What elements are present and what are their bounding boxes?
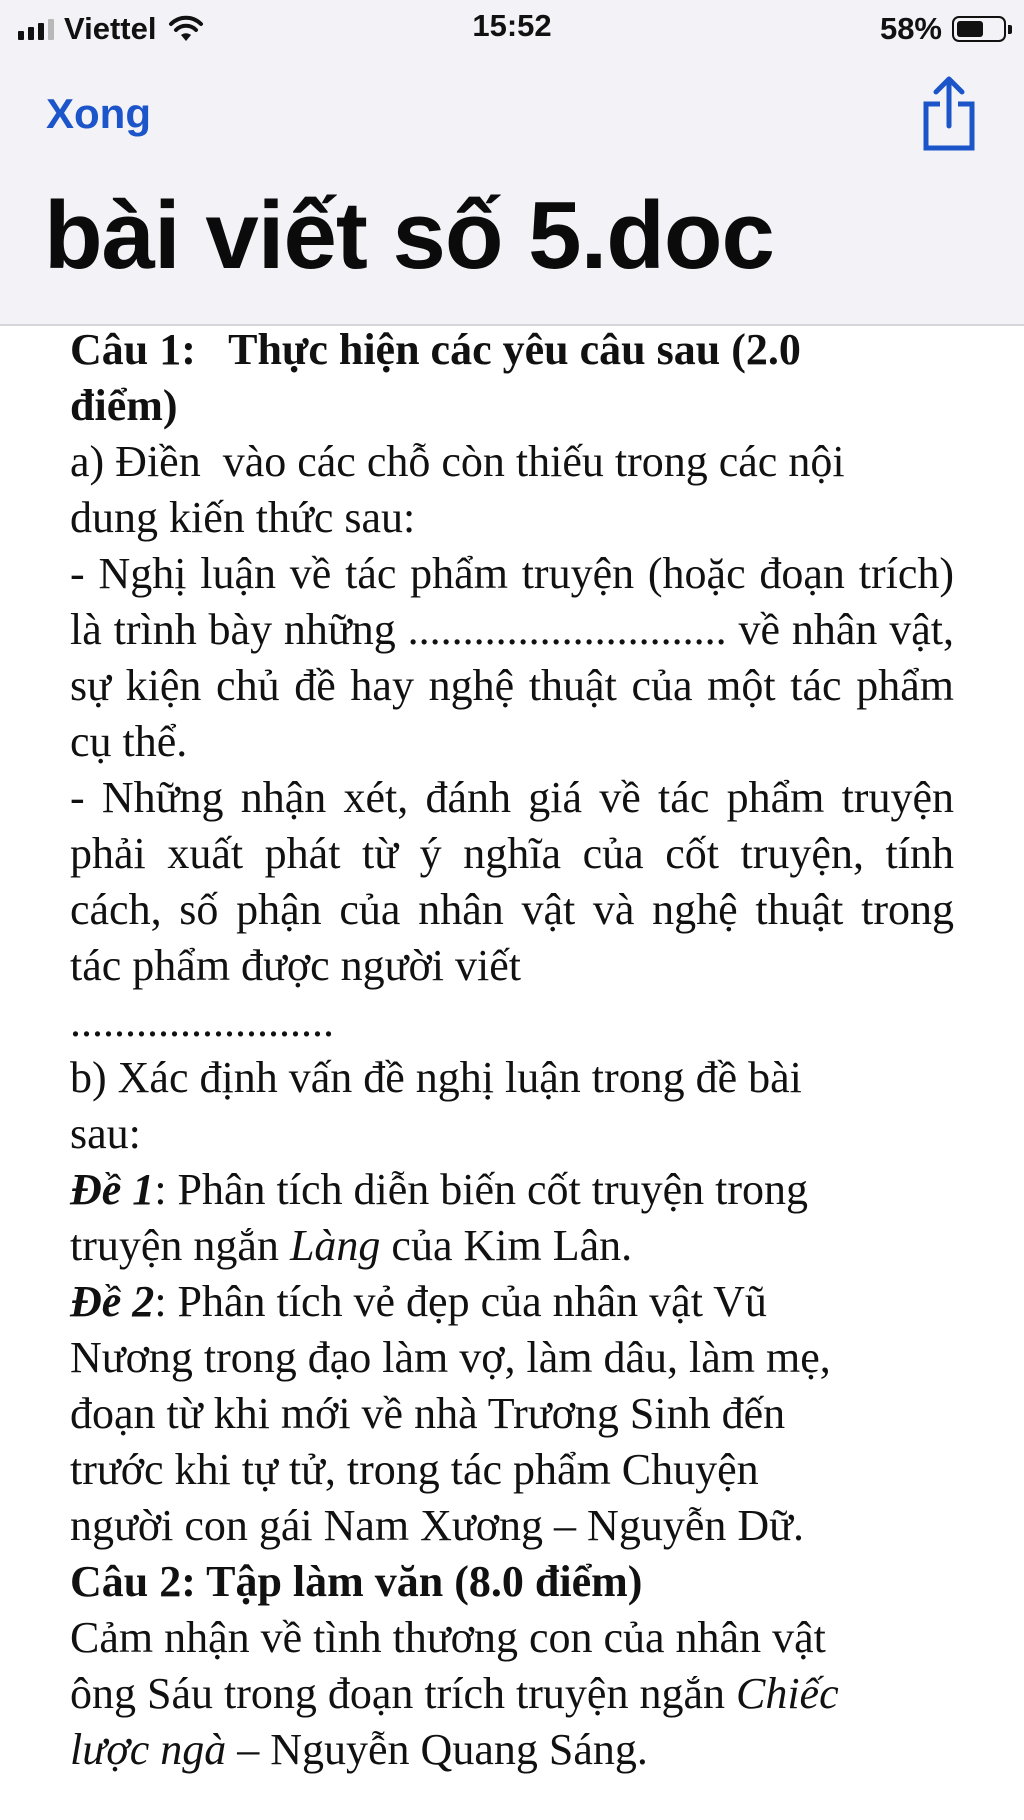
- topic-2-label: Đề 2: [70, 1277, 155, 1326]
- nav-header: [0, 58, 1024, 326]
- topic-1-text: : Phân tích diễn biến cốt truyện trong: [154, 1165, 809, 1214]
- q2-work-part2: lược ngà: [70, 1725, 227, 1774]
- battery-fill: [957, 21, 983, 37]
- status-right: [880, 10, 1006, 48]
- part-b-line1: b) Xác định vấn đề nghị luận trong đề bài: [70, 1053, 802, 1102]
- topic-1-line2: [70, 1218, 954, 1274]
- wifi-icon: [168, 15, 204, 43]
- topic-2-line4: trước khi tự tử, trong tác phẩm Chuyện: [70, 1445, 759, 1494]
- q2-work-part1: Chiếc: [735, 1669, 839, 1718]
- carrier-name: Viettel: [64, 11, 157, 46]
- topic-2-line3: đoạn từ khi mới về nhà Trương Sinh đến: [70, 1389, 786, 1438]
- q2-heading: Câu 2: Tập làm văn (8.0 điểm): [70, 1557, 643, 1606]
- topic-1: [70, 1162, 954, 1218]
- topic-2-line2: Nương trong đạo làm vợ, làm dâu, làm mẹ,: [70, 1333, 831, 1382]
- paragraph-1-end: về nhân vật, sự kiện chủ đề hay nghệ thuật của một tác phẩm cụ thể.: [70, 605, 955, 766]
- part-a-line1: a) Điền vào các chỗ còn thiếu trong các nội: [70, 437, 845, 486]
- q2-line2: [70, 1666, 954, 1722]
- topic-2: [70, 1274, 954, 1330]
- blank-dots-2: ........................: [70, 997, 334, 1046]
- topic-1-text-2: truyện ngắn: [70, 1221, 290, 1270]
- status-time: 15:52: [472, 8, 552, 43]
- paragraph-2-text: - Những nhận xét, đánh giá về tác phẩm truyện phải xuất phát từ ý nghĩa của cốt truyện, tính cách, số phận của nhân vật và nghệ thuật trong tác phẩm được người viết: [70, 773, 954, 990]
- topic-2-line5: người con gái Nam Xương – Nguyễn Dữ.: [70, 1501, 804, 1550]
- done-button[interactable]: Xong: [46, 90, 151, 137]
- q1-heading-line1: Câu 1: Thực hiện các yêu câu sau (2.0: [70, 325, 801, 374]
- battery-icon: [952, 16, 1006, 42]
- status-bar: [0, 0, 1024, 58]
- part-a-line2: dung kiến thức sau:: [70, 493, 416, 542]
- topic-1-label: Đề 1: [70, 1165, 155, 1214]
- blank-dots-1: .............................: [407, 605, 727, 654]
- topic-2-text: : Phân tích vẻ đẹp của nhân vật Vũ: [154, 1277, 767, 1326]
- q2-line1: Cảm nhận về tình thương con của nhân vật: [70, 1613, 826, 1662]
- signal-icon: [18, 18, 54, 40]
- paragraph-2: [70, 770, 954, 994]
- battery-percent: 58%: [879, 11, 942, 46]
- part-b-line2: sau:: [70, 1109, 141, 1158]
- q2-line3: [70, 1722, 954, 1778]
- topic-1-text-3: của Kim Lân.: [380, 1221, 633, 1270]
- paragraph-1: [70, 546, 954, 770]
- q2-line2-text: ông Sáu trong đoạn trích truyện ngắn: [70, 1669, 736, 1718]
- document-body[interactable]: [70, 322, 954, 1778]
- q2-line3-text: – Nguyễn Quang Sáng.: [226, 1725, 648, 1774]
- document-title: bài viết số 5.doc: [44, 182, 774, 289]
- q1-heading-line2: điểm): [70, 381, 178, 430]
- share-icon[interactable]: [918, 74, 980, 154]
- status-left: [18, 10, 204, 48]
- topic-1-work: Làng: [289, 1221, 381, 1270]
- paragraph-1-text: - Nghị luận về tác phẩm truyện (hoặc đoạn trích) là trình bày những: [70, 549, 954, 654]
